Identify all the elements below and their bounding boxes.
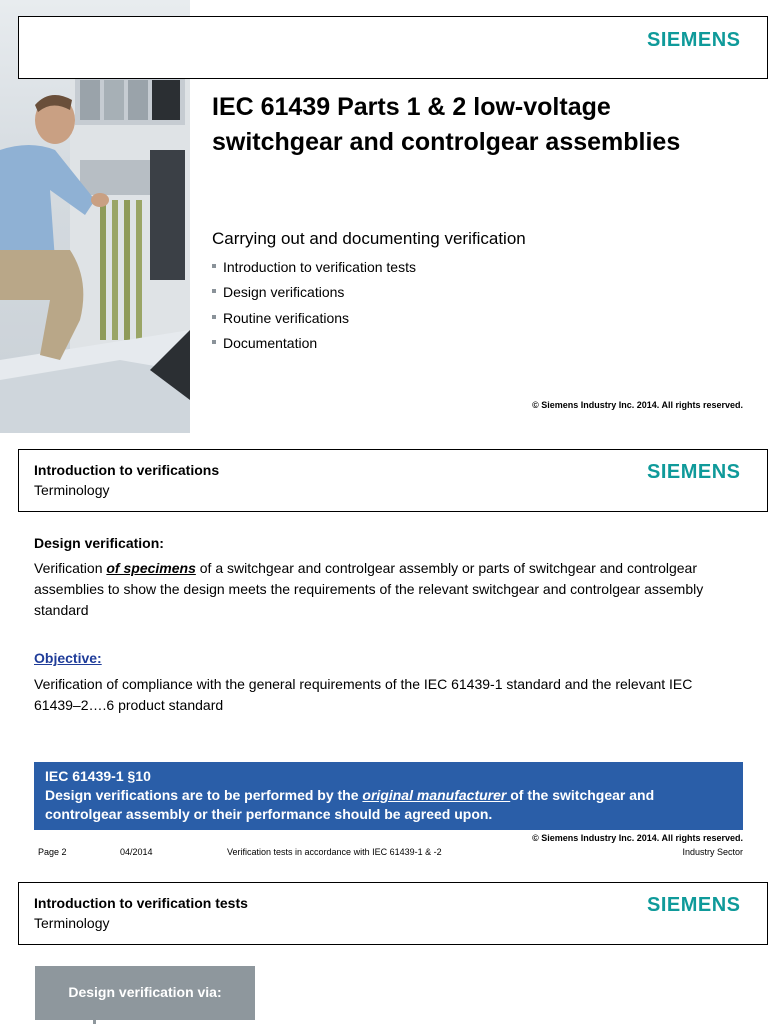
emphasis-original-manufacturer: original manufacturer — [362, 787, 511, 803]
callout-text: Design verifications are to be performed by the — [45, 787, 363, 803]
footer-sector: Industry Sector — [682, 847, 743, 857]
slide1-subtitle: Carrying out and documenting verification — [212, 229, 526, 248]
callout-heading: IEC 61439-1 §10 — [45, 768, 151, 784]
callout-body — [45, 786, 732, 824]
callout-text-rest: of the switchgear and controlgear assembly or their performance should be agreed upon. — [45, 787, 655, 822]
definition-text-rest: of a switchgear and controlgear assembly or parts of switchgear and controlgear assemblies to show the design meets the requirements of the relevant switchgear and controlgear assembly standard — [34, 560, 704, 618]
footer-document-title: Verification tests in accordance with IEC 61439-1 & -2 — [227, 847, 442, 857]
bullet-label: Introduction to verification tests — [223, 259, 416, 275]
standard-callout-box — [34, 762, 743, 830]
bullet-label: Routine verifications — [223, 310, 350, 326]
bullet-square-icon — [212, 340, 216, 344]
objective-text: Verification of compliance with the general requirements of the IEC 61439-1 standard and the relevant IEC 61439–2….6 product standard — [34, 676, 693, 713]
bullet-item — [212, 284, 344, 300]
objective-label: Objective: — [34, 650, 102, 666]
slide1-title: IEC 61439 Parts 1 & 2 low-voltage switchgear and controlgear assemblies — [212, 93, 681, 156]
siemens-logo: SIEMENS — [647, 894, 741, 916]
slide1-copyright: © Siemens Industry Inc. 2014. All rights reserved. — [532, 400, 743, 410]
siemens-logo: SIEMENS — [647, 29, 741, 51]
emphasis-of-specimens: of specimens — [106, 560, 196, 576]
footer-page: Page 2 — [38, 847, 67, 857]
definition-text: Verification — [34, 560, 107, 576]
bullet-square-icon — [212, 315, 216, 319]
bullet-square-icon — [212, 264, 216, 268]
bullet-label: Design verifications — [223, 284, 345, 300]
slide2-header-title: Introduction to verifications — [34, 462, 220, 478]
design-verification-definition — [34, 558, 734, 621]
siemens-logo: SIEMENS — [647, 461, 741, 483]
bullet-item — [212, 335, 317, 351]
slide2-copyright: © Siemens Industry Inc. 2014. All rights reserved. — [532, 833, 743, 843]
design-verification-label: Design verification: — [34, 535, 164, 551]
slide3-header-title: Introduction to verification tests — [34, 895, 248, 911]
slide3-header-subtitle: Terminology — [34, 915, 110, 931]
connector-line — [93, 1020, 96, 1024]
design-verification-via-box: Design verification via: — [35, 966, 255, 1020]
slide2-header-subtitle: Terminology — [34, 482, 110, 498]
bullet-item — [212, 259, 416, 275]
bullet-square-icon — [212, 289, 216, 293]
bullet-item — [212, 310, 349, 326]
footer-date: 04/2014 — [120, 847, 153, 857]
bullet-label: Documentation — [223, 335, 318, 351]
